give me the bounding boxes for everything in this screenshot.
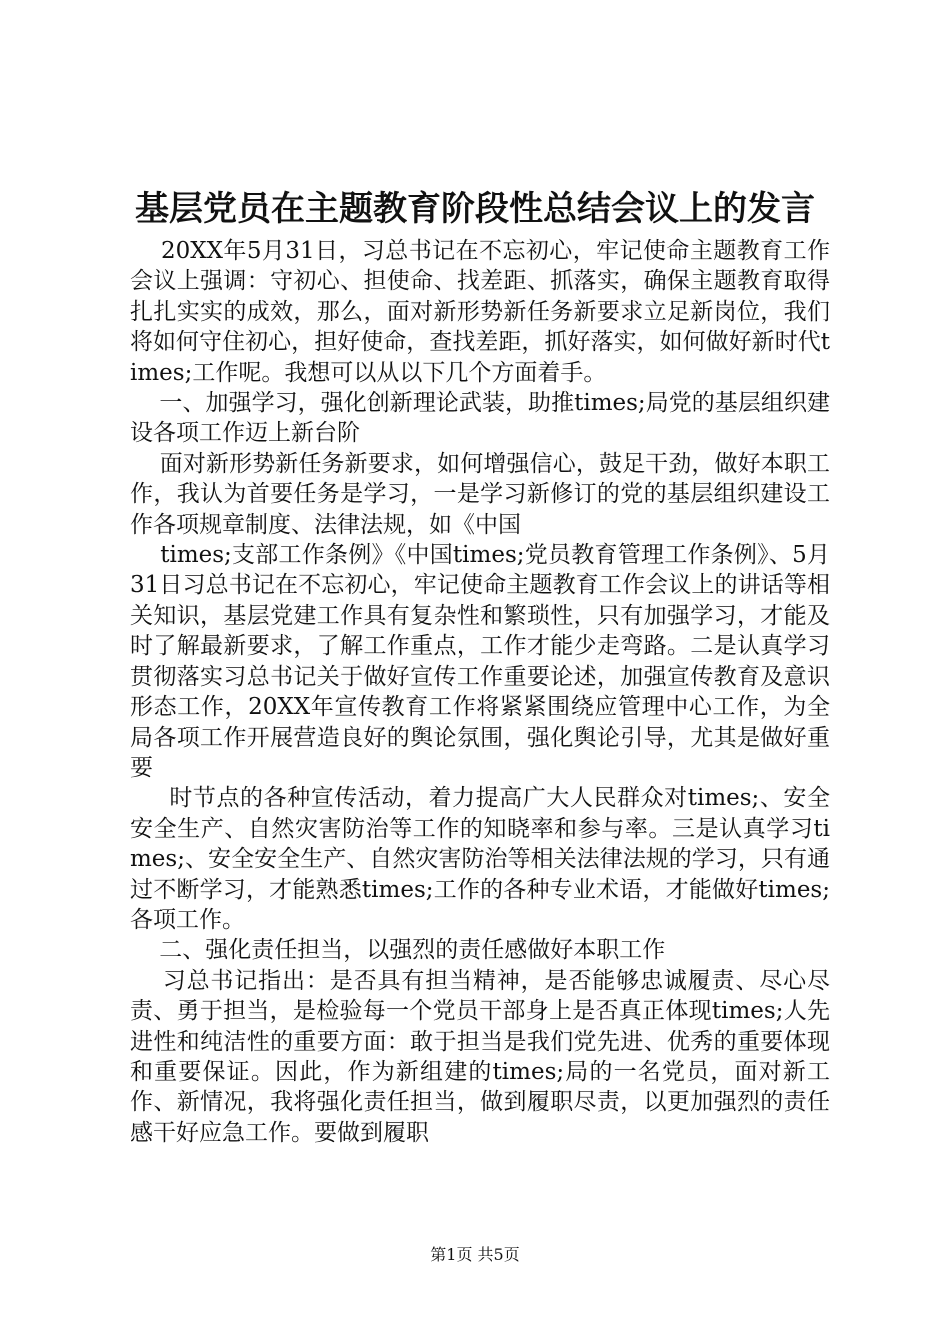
section-heading-2: 二、强化责任担当，以强烈的责任感做好本职工作	[130, 937, 666, 964]
paragraph-4: 习总书记指出：是否具有担当精神，是否能够忠诚履责、尽心尽责、勇于担当，是检验每一个党员干部身上是否真正体现times;人先进性和纯洁性的重要方面：敢于担当是我们党先进、优秀的重要体现和重要保证。因此，作为新组建的times;局的一名党员，面对新工作、新情况，我将强化责任担当，做到履职尽责，以更加强烈的责任感干好应急工作。要做到履职	[130, 967, 831, 1146]
document-body	[130, 236, 830, 1148]
paragraph-2: times;支部工作条例》《中国times;党员教育管理工作条例》、5月31日习总书记在不忘初心，牢记使命主题教育工作会议上的讲话等相关知识，基层党建工作具有复杂性和繁琐性，只有加强学习，才能及时了解最新要求，了解工作重点，工作才能少走弯路。二是认真学习贯彻落实习总书记关于做好宣传工作重要论述，加强宣传教育及意识形态工作，20XX年宣传教育工作将紧紧围绕应管理中心工作，为全局各项工作开展营造良好的舆论氛围，强化舆论引导，尤其是做好重要	[130, 542, 831, 781]
paragraph-1: 面对新形势新任务新要求，如何增强信心，鼓足干劲，做好本职工作，我认为首要任务是学习，一是学习新修订的党的基层组织建设工作各项规章制度、法律法规，如《中国	[130, 450, 830, 538]
section-heading-1: 一、加强学习，强化创新理论武装，助推times;局党的基层组织建设各项工作迈上新台阶	[130, 390, 830, 447]
document-title: 基层党员在主题教育阶段性总结会议上的发言	[135, 189, 815, 229]
paragraph-intro: 20XX年5月31日，习总书记在不忘初心，牢记使命主题教育工作会议上强调：守初心、担使命、找差距、抓落实，确保主题教育取得扎扎实实的成效，那么，面对新形势新任务新要求立足新岗位，我们将如何守住初心，担好使命，查找差距，抓好落实，如何做好新时代times;工作呢。我想可以从以下几个方面着手。	[130, 238, 831, 386]
paragraph-3: 时节点的各种宣传活动，着力提高广大人民群众对times;、安全安全生产、自然灾害防治等工作的知晓率和参与率。三是认真学习times;、安全安全生产、自然灾害防治等相关法律法规的学习，只有通过不断学习，才能熟悉times;工作的各种专业术语，才能做好times;各项工作。	[130, 785, 830, 933]
page-footer: 第1页 共5页	[430, 1245, 520, 1264]
